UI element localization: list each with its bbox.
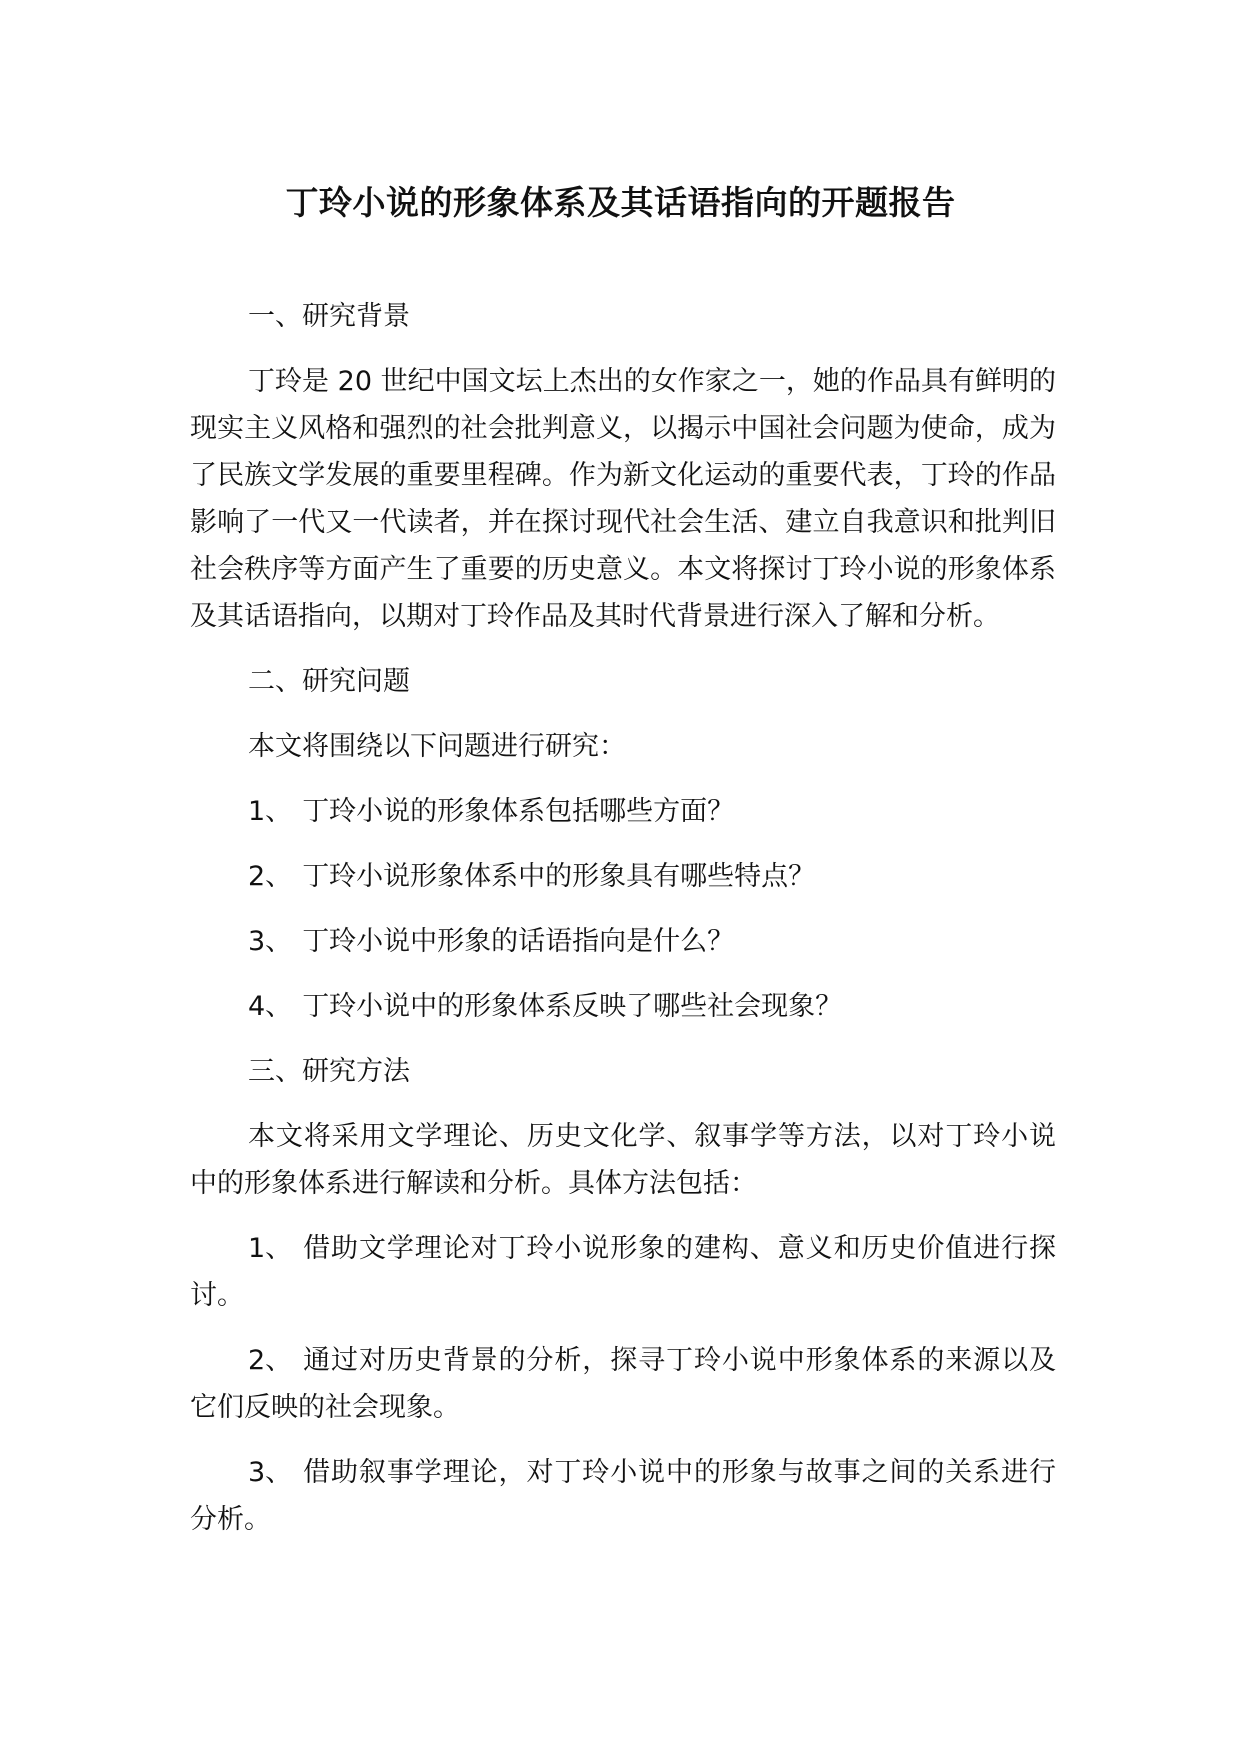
list-number: 4、 — [248, 991, 293, 1022]
section-heading-questions: 二、研究问题 — [248, 666, 410, 697]
methods-intro: 本文将采用文学理论、历史文化学、叙事学等方法，以对丁玲小说中的形象体系进行解读和分析。具体方法包括： — [190, 1121, 1056, 1199]
questions-intro: 本文将围绕以下问题进行研究： — [248, 731, 626, 762]
list-text: 丁玲小说中的形象体系反映了哪些社会现象？ — [302, 991, 843, 1022]
list-item — [190, 918, 1056, 965]
section-heading-background: 一、研究背景 — [248, 301, 410, 332]
list-text: 通过对历史背景的分析，探寻丁玲小说中形象体系的来源以及它们反映的社会现象。 — [190, 1345, 1056, 1423]
document-title: 丁玲小说的形象体系及其话语指向的开题报告 — [285, 183, 956, 222]
list-item — [190, 983, 1056, 1030]
list-number: 1、 — [248, 796, 293, 827]
list-text: 丁玲小说的形象体系包括哪些方面？ — [302, 796, 735, 827]
list-number: 2、 — [248, 1345, 293, 1376]
list-number: 3、 — [248, 926, 293, 957]
list-item — [190, 788, 1056, 835]
list-item — [190, 853, 1056, 900]
list-text: 丁玲小说中形象的话语指向是什么？ — [302, 926, 735, 957]
list-number: 3、 — [248, 1457, 293, 1488]
list-item — [190, 1337, 1056, 1431]
list-text: 丁玲小说形象体系中的形象具有哪些特点？ — [302, 861, 816, 892]
list-item — [190, 1225, 1056, 1319]
background-paragraph: 丁玲是 20 世纪中国文坛上杰出的女作家之一，她的作品具有鲜明的现实主义风格和强烈的社会批判意义，以揭示中国社会问题为使命，成为了民族文学发展的重要里程碑。作为新文化运动的重要代表，丁玲的作品影响了一代又一代读者，并在探讨现代社会生活、建立自我意识和批判旧社会秩序等方面产生了重要的历史意义。本文将探讨丁玲小说的形象体系及其话语指向，以期对丁玲作品及其时代背景进行深入了解和分析。 — [190, 366, 1056, 632]
section-heading-methods: 三、研究方法 — [248, 1056, 410, 1087]
list-item — [190, 1449, 1056, 1543]
document-body — [190, 293, 1056, 1561]
list-text: 借助叙事学理论，对丁玲小说中的形象与故事之间的关系进行分析。 — [190, 1457, 1056, 1535]
list-number: 2、 — [248, 861, 293, 892]
list-text: 借助文学理论对丁玲小说形象的建构、意义和历史价值进行探讨。 — [190, 1233, 1056, 1311]
list-number: 1、 — [248, 1233, 293, 1264]
